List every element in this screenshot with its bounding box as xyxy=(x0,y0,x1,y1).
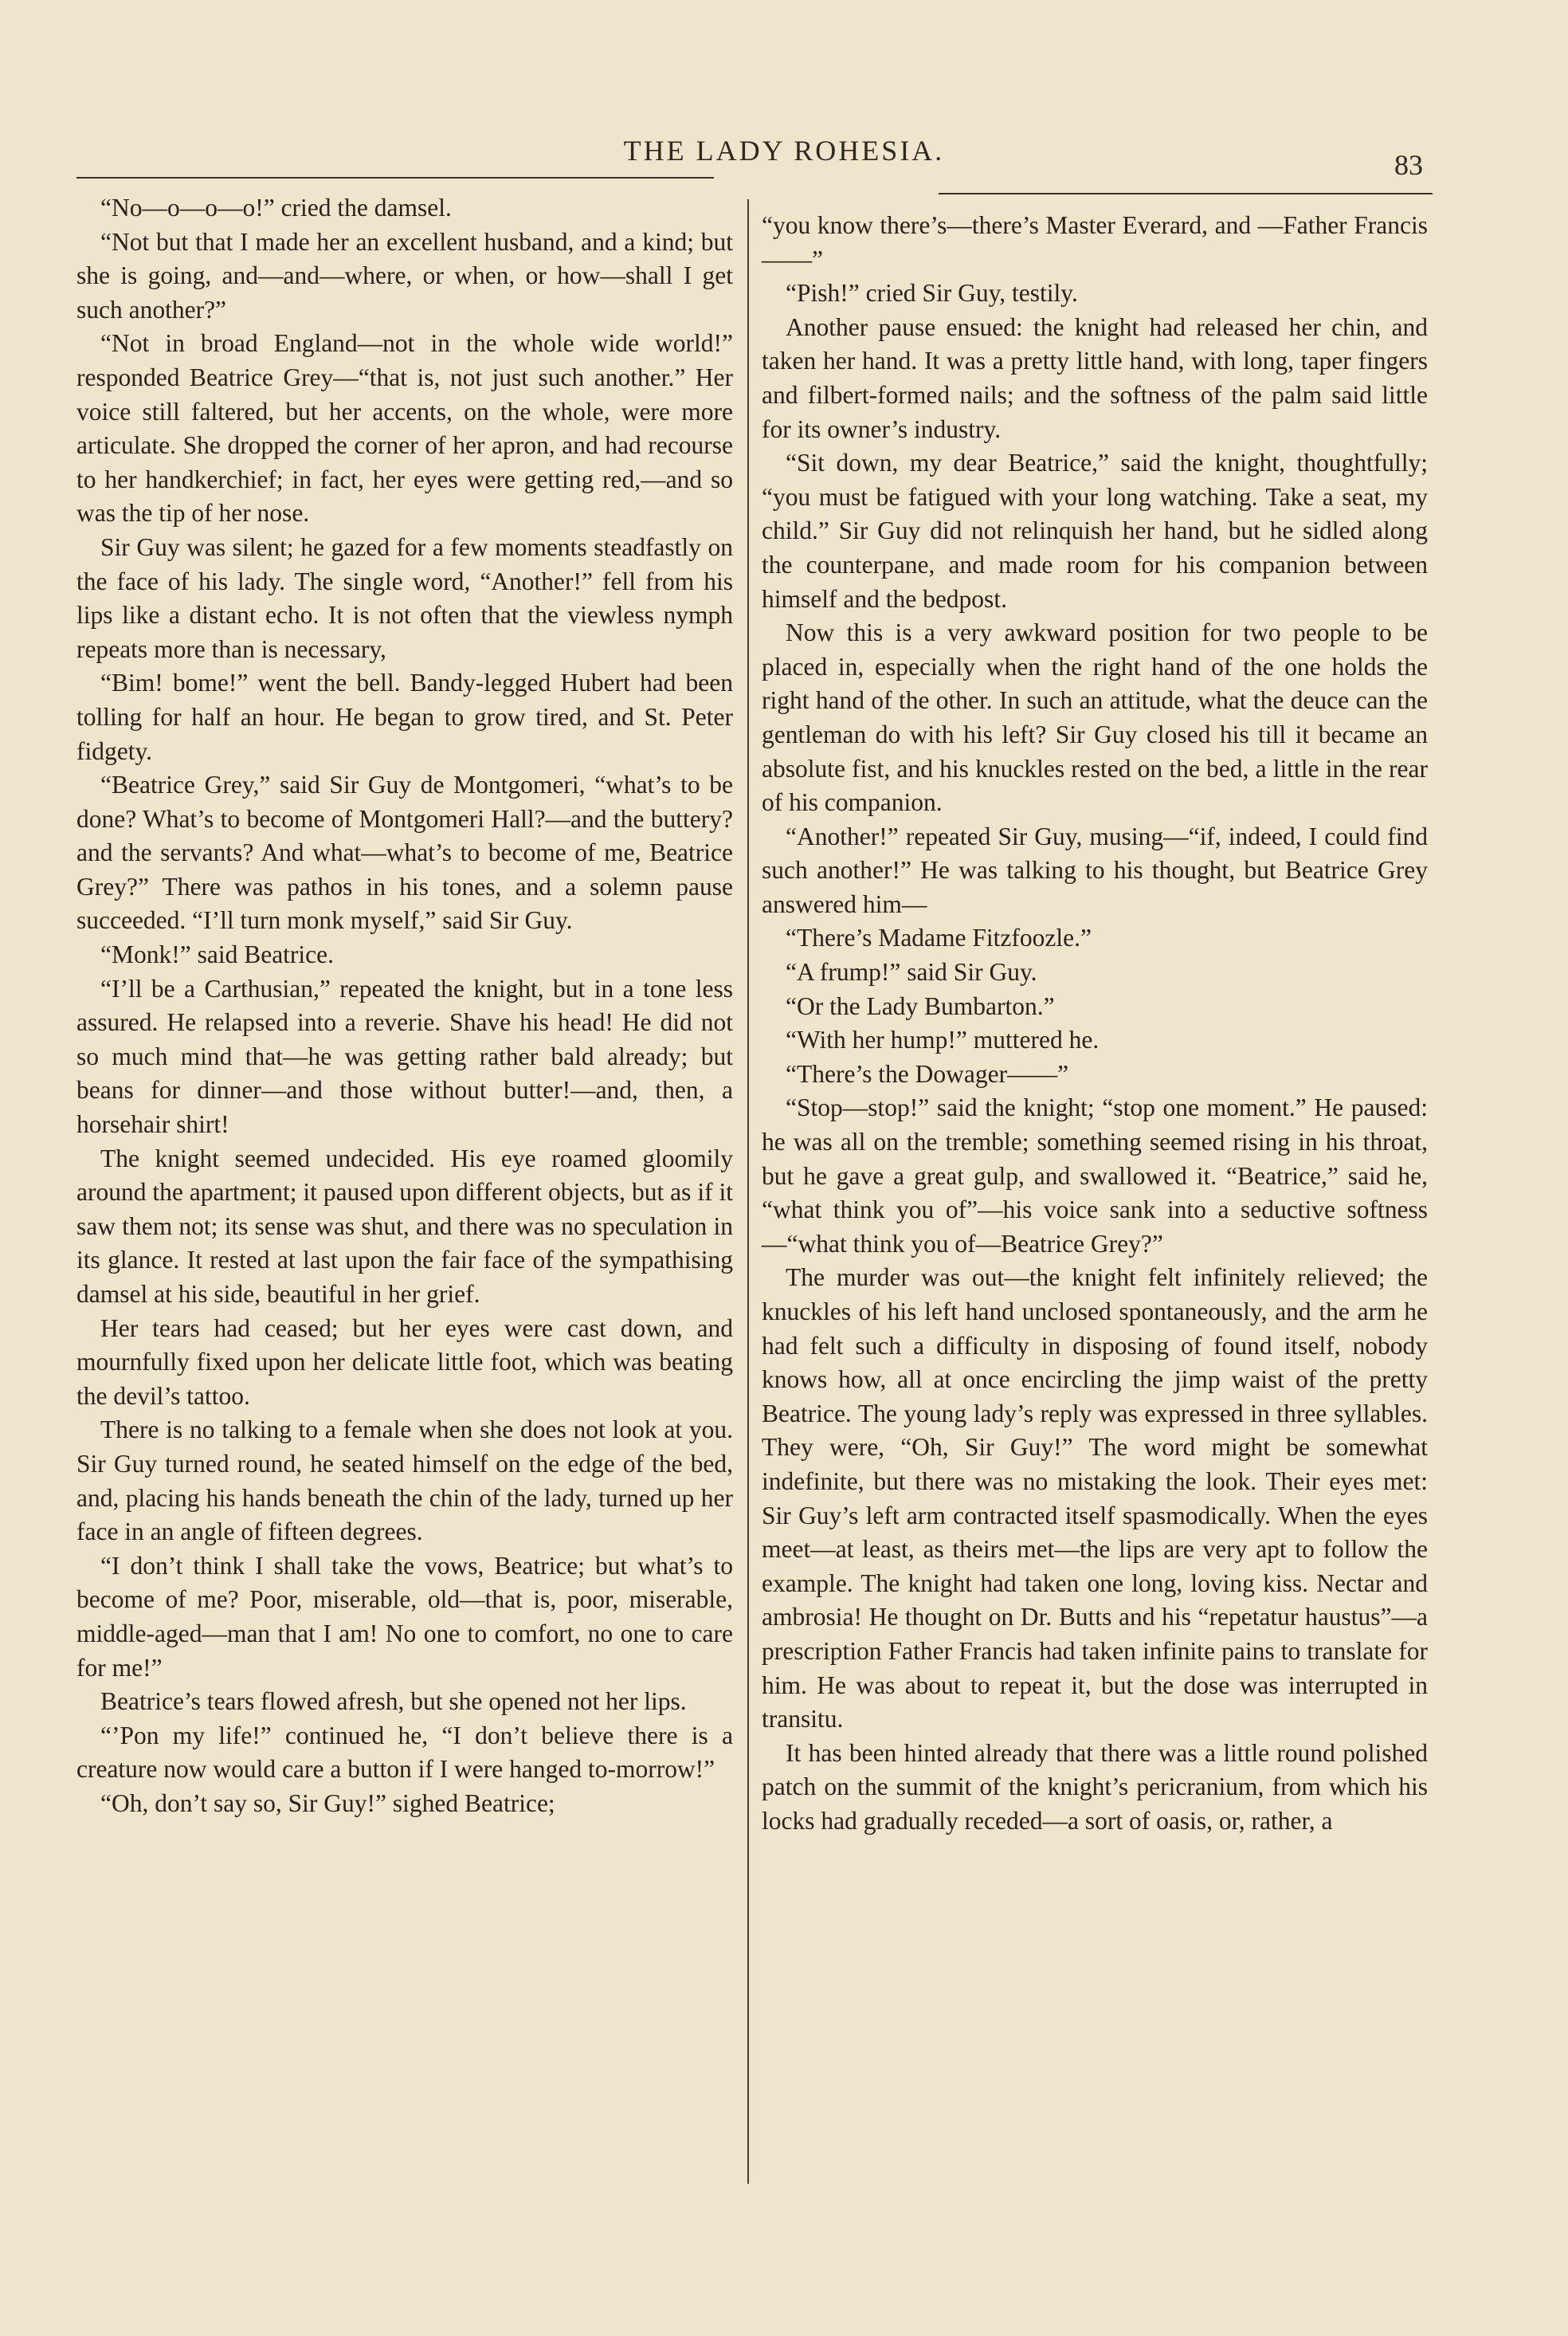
continued-paragraph: “you know there’s—there’s Master Everard, and —Father Francis——” xyxy=(762,211,1428,273)
paragraph: “’Pon my life!” continued he, “I don’t believe there is a creature now would care a button if I were hanged to-morrow!” xyxy=(76,1721,733,1784)
paragraph: There is no talking to a female when she does not look at you. Sir Guy turned round, he seated himself on the edge of the bed, and, placing his hands beneath the chin of the lady, turned up her face in an angle of fifteen degrees. xyxy=(76,1415,733,1546)
paragraph: “No—o—o—o!” cried the damsel. xyxy=(100,194,452,222)
paragraph: It has been hinted already that there was a little round polished patch on the summit of the knight’s pericranium, from which his locks had gradually receded—a sort of oasis, or, rather, a xyxy=(762,1738,1428,1835)
paragraph: “I don’t think I shall take the vows, Beatrice; but what’s to become of me? Poor, miserable, old—that is, poor, miserable, middle-aged—man that I am! No one to comfort, no one to care for me!” xyxy=(76,1551,733,1682)
running-title: THE LADY ROHESIA. xyxy=(623,135,945,167)
paragraph: “Or the Lady Bumbarton.” xyxy=(786,991,1055,1020)
left-column xyxy=(76,191,733,1821)
paragraph: “Beatrice Grey,” said Sir Guy de Montgomeri, “what’s to be done? What’s to become of Montgomeri Hall?—and the buttery? and the servants? And what—what’s to become of me, Beatrice Grey?” There was pathos in his tones, and a solemn pause succeeded. “I’ll turn monk myself,” said Sir Guy. xyxy=(76,771,733,935)
header-rule-right xyxy=(939,193,1433,194)
paragraph: “Bim! bome!” went the bell. Bandy-legged Hubert had been tolling for half an hour. He began to grow tired, and St. Peter fidgety. xyxy=(76,669,733,765)
paragraph: “A frump!” said Sir Guy. xyxy=(786,958,1037,987)
paragraph: “Not in broad England—not in the whole wide world!” responded Beatrice Grey—“that is, not just such another.” Her voice still faltered, but her accents, on the whole, were more articulate. She dropped the corner of her apron, and had recourse to her handkerchief; in fact, her eyes were getting red,—and so was the tip of her nose. xyxy=(76,329,733,528)
paragraph: “Oh, don’t say so, Sir Guy!” sighed Beatrice; xyxy=(100,1788,555,1817)
header-rule-left xyxy=(76,177,714,179)
paragraph: “Stop—stop!” said the knight; “stop one moment.” He paused: he was all on the tremble; something seemed rising in his throat, but he gave a great gulp, and swallowed it. “Beatrice,” said he, “what think you of”—his voice sank into a seductive softness—“what think you of—Beatrice Grey?” xyxy=(762,1093,1428,1258)
right-column xyxy=(762,209,1428,1839)
paragraph: Her tears had ceased; but her eyes were cast down, and mournfully fixed upon her delicate little foot, which was beating the devil’s tattoo. xyxy=(76,1313,733,1410)
paragraph: Sir Guy was silent; he gazed for a few moments steadfastly on the face of his lady. The single word, “Another!” fell from his lips like a distant echo. It is not often that the viewless nymph repeats more than is necessary, xyxy=(76,532,733,663)
paragraph: The knight seemed undecided. His eye roamed gloomily around the apartment; it paused upon different objects, but as if it saw them not; its sense was shut, and there was no speculation in its glance. It rested at last upon the fair face of the sympathising damsel at his side, beautiful in her grief. xyxy=(76,1144,733,1308)
paragraph: “Monk!” said Beatrice. xyxy=(100,940,335,969)
paragraph: Now this is a very awkward position for two people to be placed in, especially when the right hand of the one holds the right hand of the other. In such an attitude, what the deuce can the gentleman do with his left? Sir Guy closed his till it became an absolute fist, and his knuckles rested on the bed, a little in the rear of his companion. xyxy=(762,618,1428,817)
paragraph: Beatrice’s tears flowed afresh, but she opened not her lips. xyxy=(100,1687,687,1716)
paragraph: “Pish!” cried Sir Guy, testily. xyxy=(786,279,1078,308)
paragraph: “I’ll be a Carthusian,” repeated the knight, but in a tone less assured. He relapsed into a reverie. Shave his head! He did not so much mind that—he was getting rather bald already; but beans for dinner—and those without butter!—and, then, a horsehair shirt! xyxy=(76,974,733,1139)
page-number: 83 xyxy=(1394,149,1423,181)
paragraph: “Sit down, my dear Beatrice,” said the knight, thoughtfully; “you must be fatigued with your long watching. Take a seat, my child.” Sir Guy did not relinquish her hand, but he sidled along the counterpane, and made room for his companion between himself and the bedpost. xyxy=(762,449,1428,613)
paragraph: “There’s Madame Fitzfoozle.” xyxy=(786,924,1092,952)
paragraph: “There’s the Dowager——” xyxy=(786,1059,1069,1088)
paragraph: The murder was out—the knight felt infinitely relieved; the knuckles of his left hand unclosed spontaneously, and the arm he had felt such a difficulty in disposing of found itself, nobody knows how, all at once encircling the jimp waist of the pretty Beatrice. The young lady’s reply was expressed in three syllables. They were, “Oh, Sir Guy!” The word might be somewhat indefinite, but there was no mistaking the look. Their eyes met: Sir Guy’s left arm contracted itself spasmodically. When the eyes meet—at least, as theirs met—the lips are very apt to follow the example. The knight had taken one long, loving kiss. Nectar and ambrosia! He thought on Dr. Butts and his “repetatur haustus”—a prescription Father Francis had taken infinite pains to translate for him. He was about to repeat it, but the dose was interrupted in transitu. xyxy=(762,1263,1428,1733)
paragraph: “Another!” repeated Sir Guy, musing—“if, indeed, I could find such another!” He was talking to his thought, but Beatrice Grey answered him— xyxy=(762,822,1428,918)
paragraph: “Not but that I made her an excellent husband, and a kind; but she is going, and—and—where, or when, or how—shall I get such another?” xyxy=(76,227,733,324)
column-divider xyxy=(747,199,749,2184)
paragraph: Another pause ensued: the knight had released her chin, and taken her hand. It was a pretty little hand, with long, taper fingers and filbert-formed nails; and the softness of the palm said little for its owner’s industry. xyxy=(762,312,1428,443)
paragraph: “With her hump!” muttered he. xyxy=(786,1026,1100,1054)
